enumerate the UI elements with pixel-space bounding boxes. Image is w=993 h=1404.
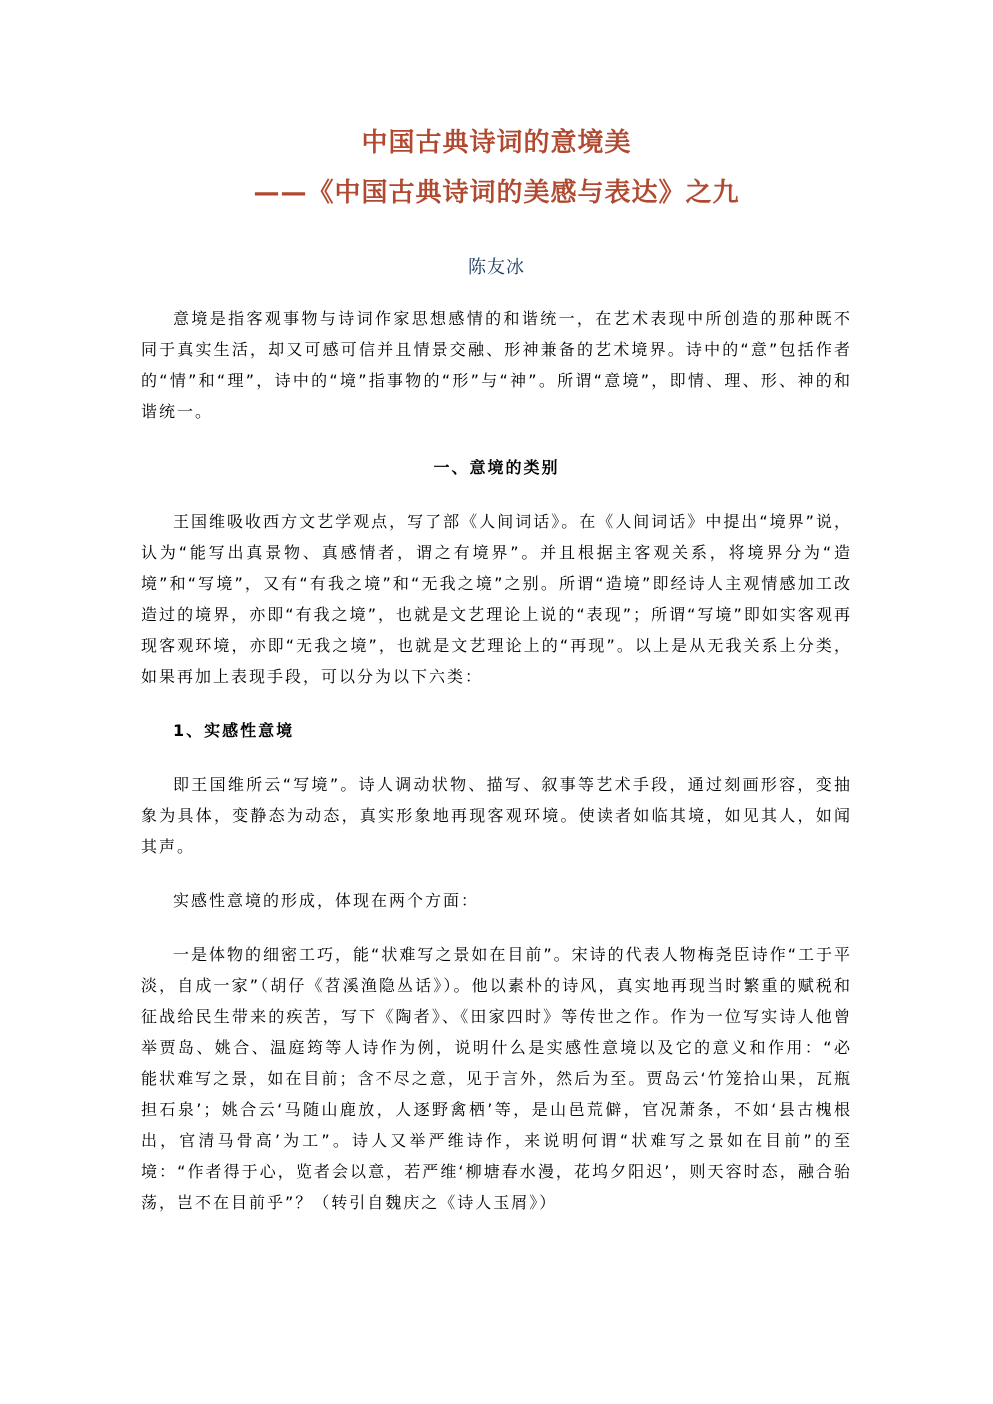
subsection-1-1-heading: 1、实感性意境 (173, 721, 295, 740)
document-author: 陈友冰 (468, 257, 525, 278)
section-1-heading: 一、意境的类别 (433, 458, 560, 477)
subsection-1-1-paragraph-2: 实感性意境的形成，体现在两个方面： (173, 891, 480, 910)
document-title: 中国古典诗词的意境美 (361, 128, 632, 158)
document-body (141, 303, 852, 1218)
subsection-1-1-paragraph-3: 一是体物的细密工巧，能“状难写之景如在目前”。宋诗的代表人物梅尧臣诗作“工于平淡，自成一家”（胡仔《苕溪渔隐丛话》）。他以素朴的诗风，真实地再现当时繁重的赋税和征战给民生带来的疾苦，写下《陶者》、《田家四时》等传世之作。作为一位写实诗人他曾举贾岛、姚合、温庭筠等人诗作为例，说明什么是实感性意境以及它的意义和作用：“必能状难写之景，如在目前；含不尽之意，见于言外，然后为至。贾岛云‘竹笼拾山果，瓦瓶担石泉’；姚合云‘马随山鹿放，人逐野禽栖’等，是山邑荒僻，官况萧条，不如‘县古槐根出，官清马骨高’为工”。诗人又举严维诗作，来说明何谓“状难写之景如在目前”的至境：“作者得于心，览者会以意，若严维‘柳塘春水漫，花坞夕阳迟’，则天容时态，融合骀荡，岂不在目前乎”？（转引自魏庆之《诗人玉屑》） (141, 945, 852, 1212)
section-1-paragraph: 王国维吸收西方文艺学观点，写了部《人间词话》。在《人间词话》中提出“境界”说，认为“能写出真景物、真感情者，谓之有境界”。并且根据主客观关系，将境界分为“造境”和“写境”，又有“有我之境”和“无我之境”之别。所谓“造境”即经诗人主观情感加工改造过的境界，亦即“有我之境”，也就是文艺理论上说的“表现”；所谓“写境”即如实客观再现客观环境，亦即“无我之境”，也就是文艺理论上的“再现”。以上是从无我关系上分类，如果再加上表现手段，可以分为以下六类： (141, 512, 852, 686)
subsection-1-1-paragraph-1: 即王国维所云“写境”。诗人调动状物、描写、叙事等艺术手段，通过刻画形容，变抽象为具体，变静态为动态，真实形象地再现客观环境。使读者如临其境，如见其人，如闻其声。 (141, 775, 852, 856)
document-subtitle: ——《中国古典诗词的美感与表达》之九 (253, 178, 740, 208)
intro-paragraph: 意境是指客观事物与诗词作家思想感情的和谐统一，在艺术表现中所创造的那种既不同于真实生活，却又可感可信并且情景交融、形神兼备的艺术境界。诗中的“意”包括作者的“情”和“理”，诗中的“境”指事物的“形”与“神”。所谓“意境”，即情、理、形、神的和谐统一。 (141, 309, 852, 421)
